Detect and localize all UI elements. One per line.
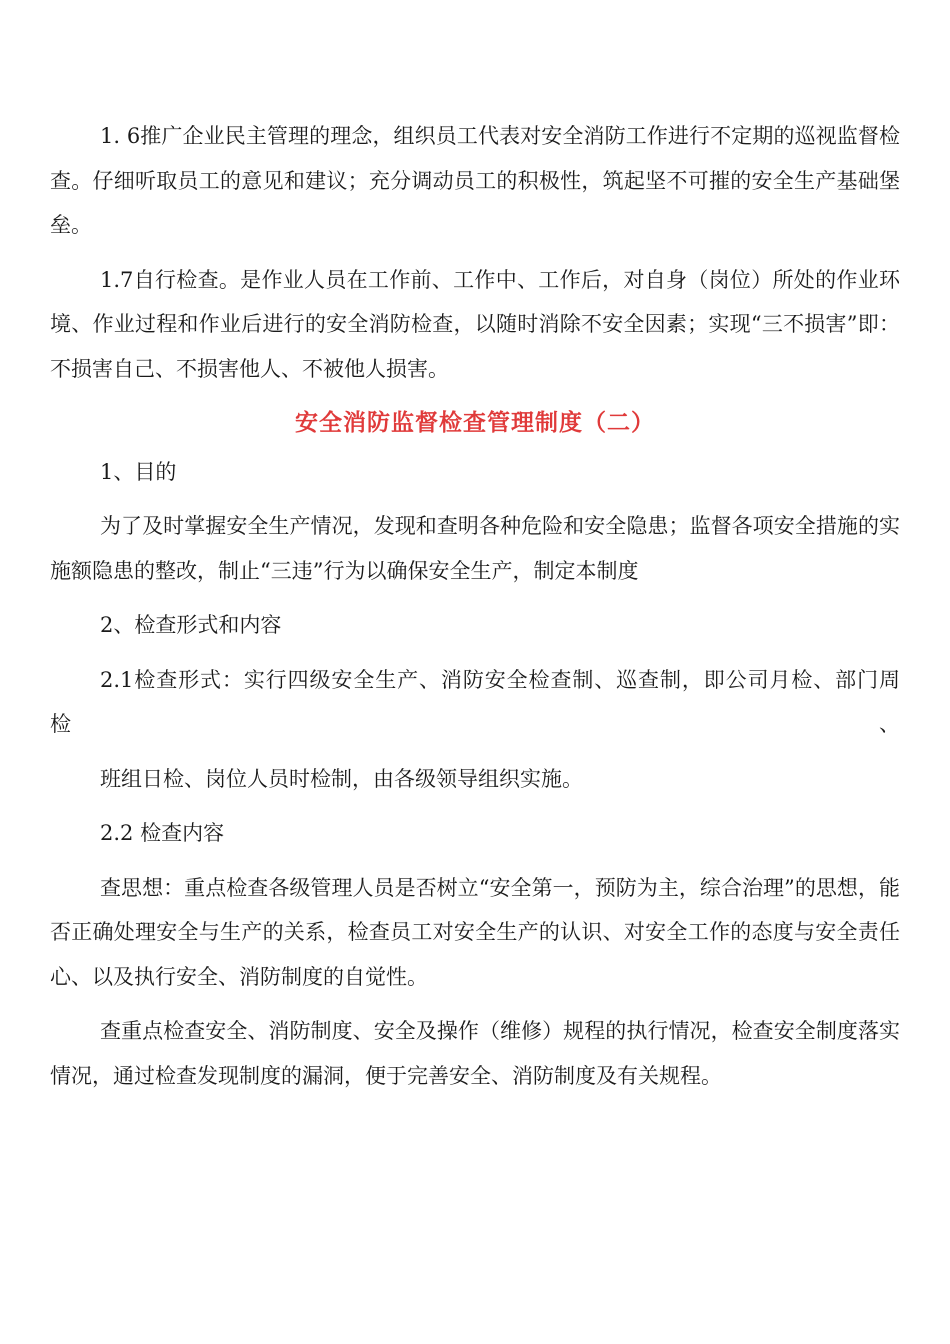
paragraph-2-1-continued: 班组日检、岗位人员时检制，由各级领导组织实施。 bbox=[100, 766, 583, 791]
paragraph-check-thinking: 查思想：重点检查各级管理人员是否树立“安全第一，预防为主，综合治理”的思想，能否正确处理安全与生产的关系，检查员工对安全生产的认识、对安全工作的态度与安全责任心、以及执行安全、消防制度的自觉性。 bbox=[50, 875, 900, 989]
document-page bbox=[50, 114, 900, 1108]
section-title: 安全消防监督检查管理制度（二） bbox=[295, 410, 655, 436]
paragraph-1-6: 1. 6推广企业民主管理的理念，组织员工代表对安全消防工作进行不定期的巡视监督检查。仔细听取员工的意见和建议；充分调动员工的积极性，筑起坚不可摧的安全生产基础堡垒。 bbox=[50, 124, 900, 237]
paragraph-1-7: 1.7自行检查。是作业人员在工作前、工作中、工作后，对自身（岗位）所处的作业环境、作业过程和作业后进行的安全消防检查，以随时消除不安全因素；实现“三不损害”即：不损害自己、不损害他人、不被他人损害。 bbox=[50, 267, 900, 381]
paragraph-check-rules: 查重点检查安全、消防制度、安全及操作（维修）规程的执行情况，检查安全制度落实情况，通过检查发现制度的漏洞，便于完善安全、消防制度及有关规程。 bbox=[50, 1019, 900, 1088]
heading-inspection-form-content: 2、检查形式和内容 bbox=[100, 613, 282, 637]
paragraph-2-1: 2.1检查形式：实行四级安全生产、消防安全检查制、巡查制，即公司月检、部门周检、 bbox=[50, 667, 900, 736]
heading-purpose: 1、目的 bbox=[100, 459, 177, 484]
paragraph-purpose: 为了及时掌握安全生产情况，发现和查明各种危险和安全隐患；监督各项安全措施的实施额隐患的整改，制止“三违”行为以确保安全生产，制定本制度 bbox=[50, 514, 900, 583]
heading-inspection-content: 2.2 检查内容 bbox=[100, 821, 225, 845]
